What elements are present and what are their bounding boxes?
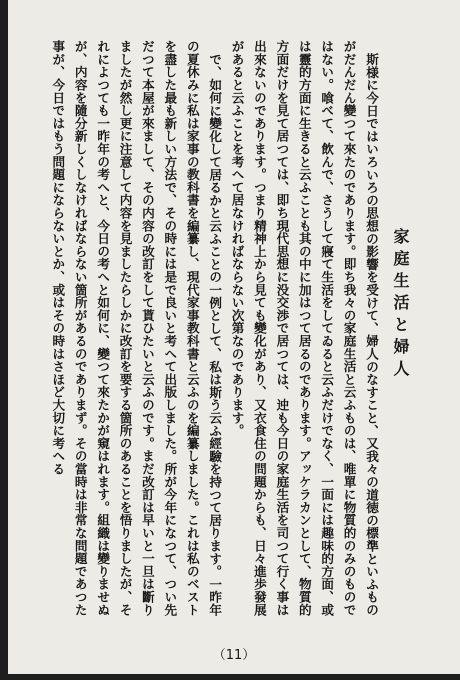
paragraph: 斯様に今日ではいろいろの思想の影響を受けて、婦人のなすこと、又我々の道徳の標準といふものがだんだん變つて來たのであります。即ち我々の家庭生活と云ふものは、唯單に物質的のみのものではない。喰べて、飲んで、さうして寢て生活をしてゐると云ふだけでなく、一面には趣味的方面、或は靈的方面に生きると云ふことも其の中に加はつて居るのであります。アッケラカンとして、物質的方面だけを見て居つては、即ち現代思想に没交渉で居つては、迚も今日の家庭生活を司つて行く事は出來ないのであります。つまり精神上から見ても變化があり、又衣食住の問題からも、日々進歩發展があると云ふことを考へて居なければならない次第なのであります。 bbox=[229, 40, 379, 616]
paragraph: で、如何に變化して居るかと云ふことの一例として、私は斯う云ふ經驗を持つて居ります。一昨年の夏休みに私は家事の教科書を編纂し、現代家事教科書と云ふのを編纂しました。これは私のベストを盡した最も新しい方法で、その時には是で良いと考へて出版しました。所が今年になつて、つい先だつて本屋が來まして、その内容の改訂をして貰ひたいと云ふのです。まだ改訂は早いと一旦は斷りましたが然し更に注意して内容を見ましたらしかに改訂を要する箇所のあることを悟りましたが、それによつても一昨年の考へと、今日の考へと如何に、變つて來たかが窺はれます。組織は變りませぬが、内容を隨分新しくしなければならない箇所があるのでありまず。その當時は非常な問題であつた事が、今日ではもう問題にならないとか、或はその時はさほど大切に考へる bbox=[50, 40, 223, 616]
page-number: （11） bbox=[212, 648, 256, 663]
page-title: 家庭生活と婦人 bbox=[391, 228, 410, 382]
article-body bbox=[46, 40, 382, 620]
